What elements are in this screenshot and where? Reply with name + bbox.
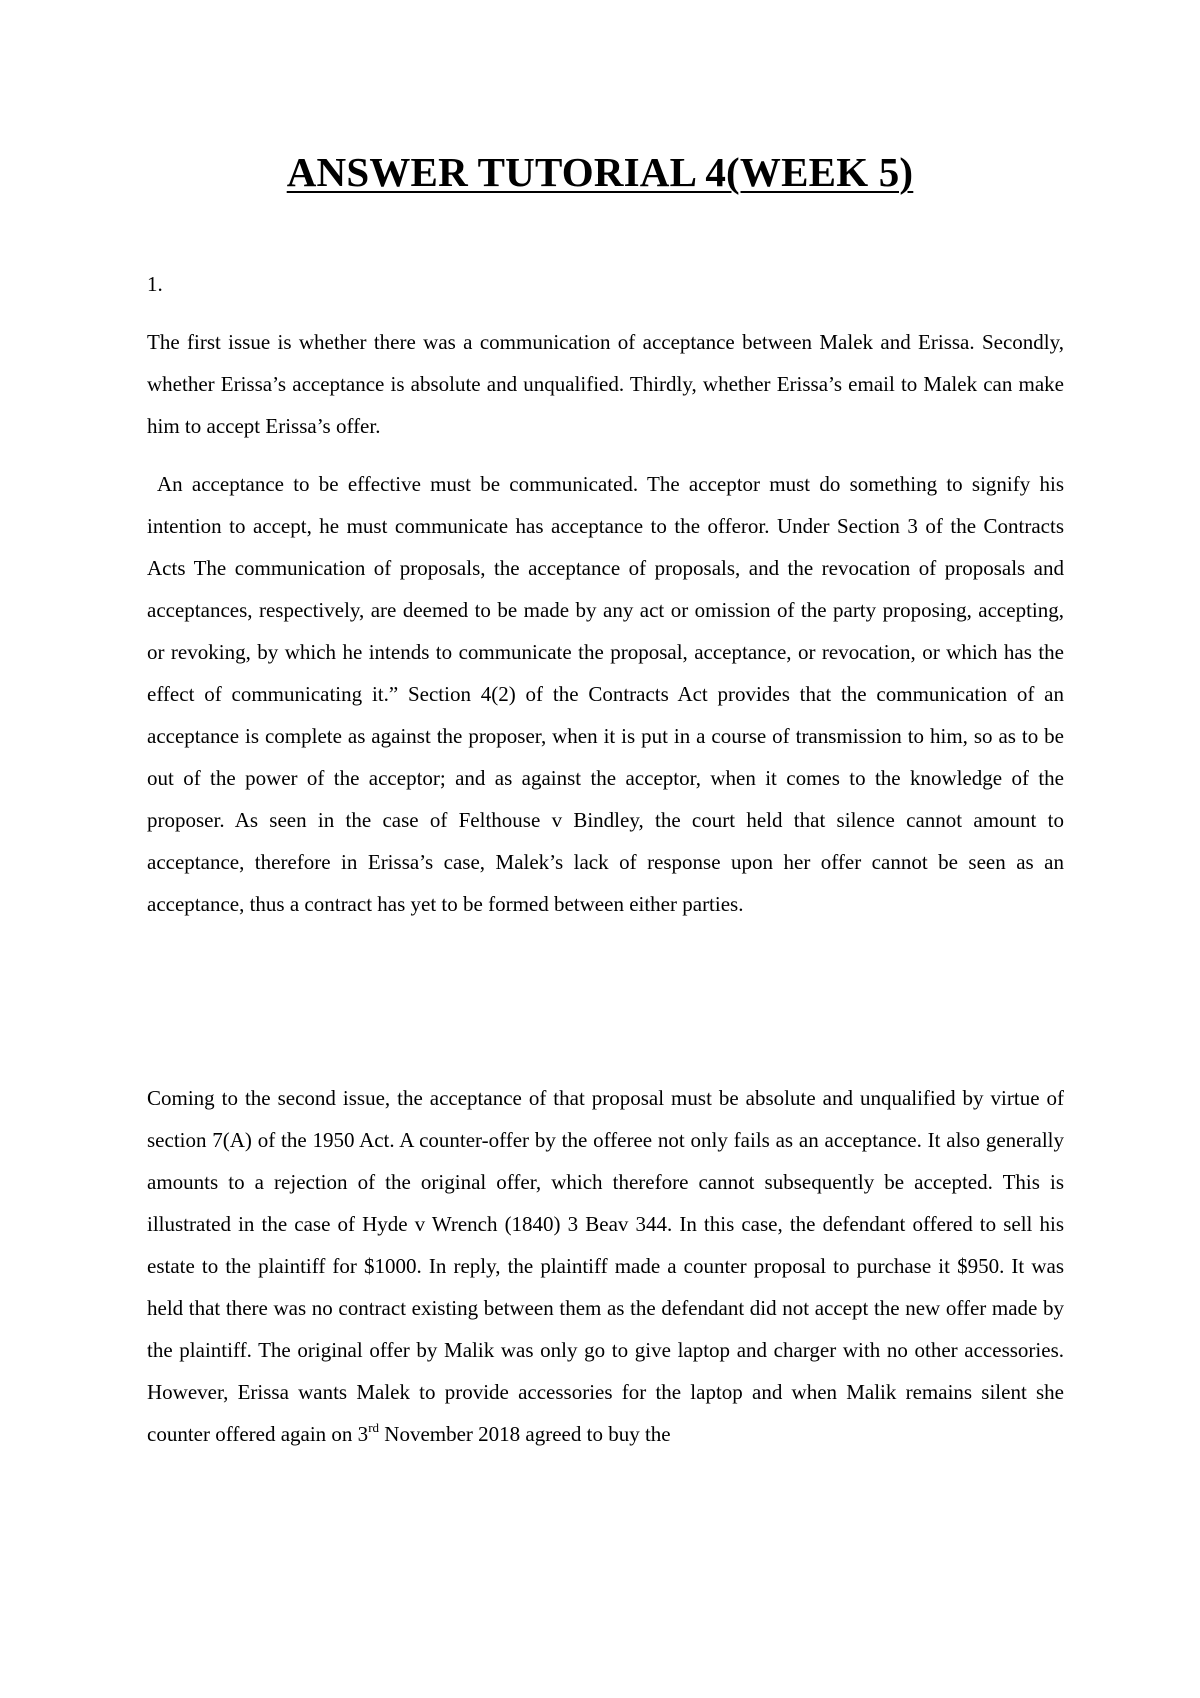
paragraph-communication: An acceptance to be effective must be communicated. The acceptor must do something to signify his intention to accept, he must communicate has acceptance to the offeror. Under Section 3 of the Contracts Acts The communication of proposals, the acceptance of proposals, and the revocation of proposals and acceptances, respectively, are deemed to be made by any act or omission of the party proposing, accepting, or revoking, by which he intends to communicate the proposal, acceptance, or revocation, or which has the effect of communicating it.” Section 4(2) of the Contracts Act provides that the communication of an acceptance is complete as against the proposer, when it is put in a course of transmission to him, so as to be out of the power of the acceptor; and as against the acceptor, when it comes to the knowledge of the proposer. As seen in the case of Felthouse v Bindley, the court held that silence cannot amount to acceptance, therefore in Erissa’s case, Malek’s lack of response upon her offer cannot be seen as an acceptance, thus a contract has yet to be formed between either parties.: [147, 472, 1064, 916]
question-number: 1.: [147, 272, 163, 296]
paragraph-second-issue-text: Coming to the second issue, the acceptance of that proposal must be absolute and unqualified by virtue of section 7(A) of the 1950 Act. A counter-offer by the offeree not only fails as an acceptance. It also generally amounts to a rejection of the original offer, which therefore cannot subsequently be accepted. This is illustrated in the case of Hyde v Wrench (1840) 3 Beav 344. In this case, the defendant offered to sell his estate to the plaintiff for $1000. In reply, the plaintiff made a counter proposal to purchase it $950. It was held that there was no contract existing between them as the defendant did not accept the new offer made by the plaintiff. The original offer by Malik was only go to give laptop and charger with no other accessories. However, Erissa wants Malek to provide accessories for the laptop and when Malik remains silent she counter offered again on 3: [147, 1086, 1064, 1446]
ordinal-superscript: rd: [368, 1420, 380, 1435]
paragraph-second-issue: [147, 1077, 1064, 1455]
paragraph-issues: The first issue is whether there was a communication of acceptance between Malek and Erissa. Secondly, whether Erissa’s acceptance is absolute and unqualified. Thirdly, whether Erissa’s email to Malek can make him to accept Erissa’s offer.: [147, 330, 1064, 438]
page-title: ANSWER TUTORIAL 4(WEEK 5): [286, 149, 914, 195]
paragraph-second-issue-tail: November 2018 agreed to buy the: [379, 1422, 671, 1446]
